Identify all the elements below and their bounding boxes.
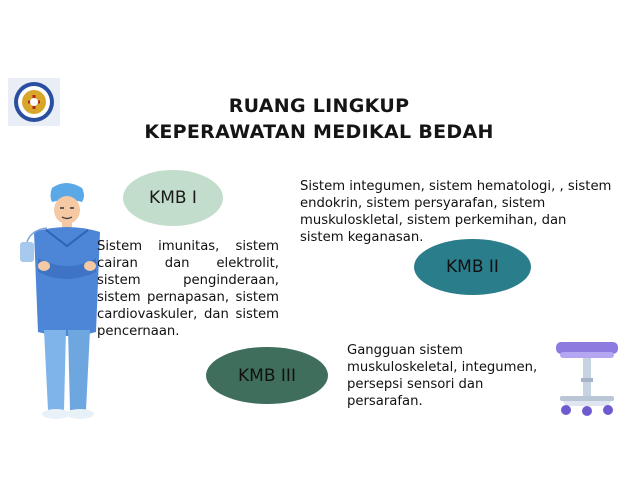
- kmb-1-label: KMB I: [149, 188, 197, 208]
- title-line-2: KEPERAWATAN MEDIKAL BEDAH: [144, 121, 494, 143]
- kmb-2-badge: [414, 239, 531, 295]
- surgeon-illustration: [14, 180, 106, 420]
- kmb-1-description: Sistem imunitas, sistem cairan dan elektrolit, sistem penginderaan, sistem pernapasan, sistem cardiovaskuler, dan sistem pencernaan.: [97, 239, 279, 339]
- kmb-2-description: Sistem integumen, sistem hematologi, , sistem endokrin, sistem persyarafan, sistem muskuloskletal, sistem perkemihan, dan sistem keganasan.: [300, 179, 612, 245]
- kmb-1-badge: [123, 170, 223, 226]
- kmb-3-description: Gangguan sistem muskuloskeletal, integumen, persepsi sensori dan persarafan.: [347, 343, 538, 409]
- kmb-3-label: KMB III: [238, 365, 296, 386]
- title-line-1: RUANG LINGKUP: [228, 95, 410, 117]
- kmb-3-badge: [206, 347, 328, 404]
- hospital-stool-illustration: [552, 338, 622, 418]
- kmb-2-label: KMB II: [446, 257, 499, 277]
